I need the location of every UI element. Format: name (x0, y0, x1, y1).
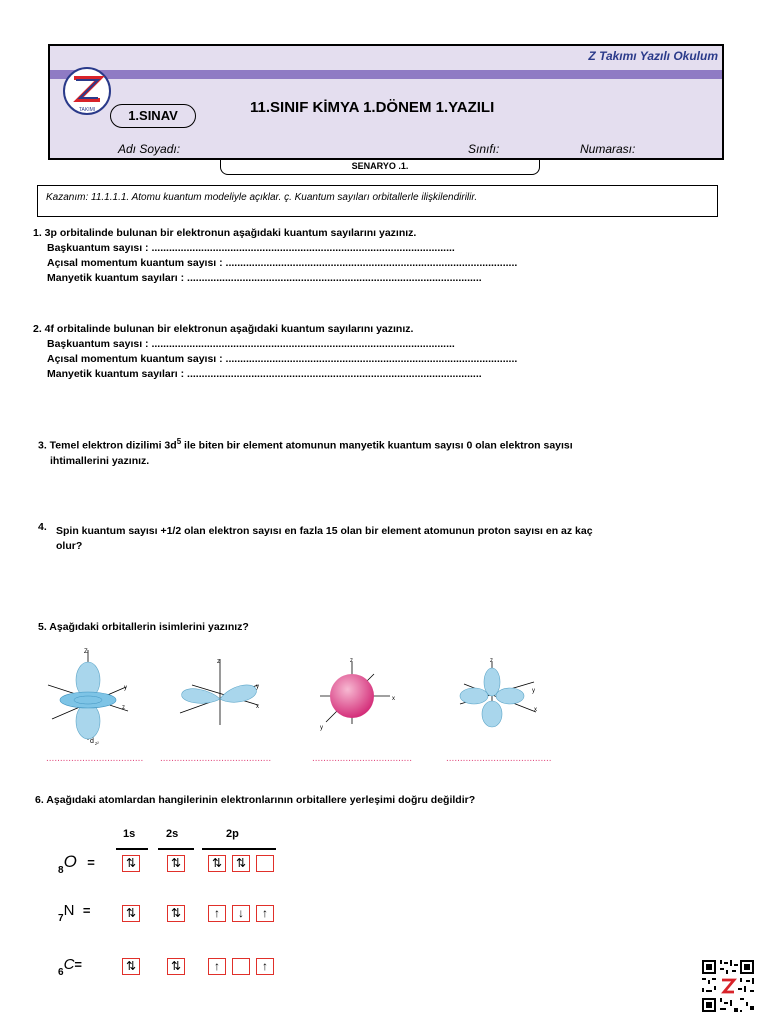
q4-line-1: Spin kuantum sayısı +1/2 olan elektron sayısı en fazla 15 olan bir element atomunun proton sayısı en az kaç (56, 525, 593, 537)
atom-symbol: O (63, 852, 77, 871)
q5-answer-1[interactable]: ................................... (46, 753, 144, 764)
axis-Z: Z (84, 649, 88, 655)
n-2s-box: ⇅ (167, 905, 185, 922)
c-2p-box-2 (232, 958, 250, 975)
q2-line-3: Manyetik kuantum sayıları : ..................................................................................................... (47, 368, 482, 380)
axis-z: z (122, 705, 125, 711)
axis-y: y (124, 685, 127, 691)
o-2p-box-1: ⇅ (208, 855, 226, 872)
line-1s (116, 848, 148, 850)
q5-answer-2[interactable]: ........................................ (160, 753, 272, 764)
n-1s-box: ⇅ (122, 905, 140, 922)
n-2p-box-2: ↓ (232, 905, 250, 922)
exam-title: 11.SINIF KİMYA 1.DÖNEM 1.YAZILI (250, 99, 495, 116)
class-label: Sınıfı: (468, 142, 500, 156)
axis-y: y (532, 688, 535, 694)
c-2s-box: ⇅ (167, 958, 185, 975)
line-2s (158, 848, 194, 850)
qr-code-icon (700, 958, 756, 1014)
question-4 (56, 524, 716, 554)
axis-z: z (490, 658, 493, 664)
q1-line-1: Başkuantum sayısı : ........................................................................................................ (47, 242, 455, 254)
q1-line-2: Açısal momentum kuantum sayısı : .................................................................................................... (47, 257, 518, 269)
number-label: Numarası: (580, 142, 636, 156)
atom-z: 8 (58, 865, 64, 876)
question-1-text: 1. 3p orbitalinde bulunan bir elektronun aşağıdaki kuantum sayılarını yazınız. (33, 227, 417, 239)
c-1s-box: ⇅ (122, 958, 140, 975)
axis-z: z (217, 659, 220, 665)
orbital-label: d (90, 738, 94, 745)
atom-equals: = (74, 957, 82, 972)
axis-x: x (256, 704, 259, 710)
o-2s-box: ⇅ (167, 855, 185, 872)
header-band (50, 70, 722, 79)
orbital-sub: z² (95, 741, 99, 746)
header-2p: 2p (226, 828, 239, 840)
q3-sup: 5 (176, 437, 182, 446)
axis-y: y (256, 684, 259, 690)
atom-equals: = (87, 855, 95, 870)
scenario-tab: SENARYO .1. (220, 159, 540, 175)
q3-suffix: ile biten bir element atomunun manyetik kuantum sayısı 0 olan elektron sayısı (181, 439, 573, 452)
atom-row-oxygen (58, 852, 95, 876)
logo-text: TAKIMI (78, 107, 96, 113)
question-2-text: 2. 4f orbitalinde bulunan bir elektronun aşağıdaki kuantum sayılarını yazınız. (33, 323, 414, 335)
d-orbital-diagram (448, 652, 548, 737)
axis-y: y (320, 725, 323, 731)
o-1s-box: ⇅ (122, 855, 140, 872)
q5-answer-4[interactable]: ...................................... (446, 753, 552, 764)
q3-line-2: ihtimallerini yazınız. (50, 454, 150, 467)
s-orbital-diagram (312, 652, 402, 737)
question-6-text: 6. Aşağıdaki atomlardan hangilerinin elektronlarının orbitallere yerleşimi doğru değildir? (35, 794, 476, 806)
school-name: Z Takımı Yazılı Okulum (588, 49, 718, 63)
p-orbital-diagram (172, 655, 272, 735)
n-2p-box-3: ↑ (256, 905, 274, 922)
question-3 (38, 434, 728, 469)
n-2p-box-1: ↑ (208, 905, 226, 922)
z-logo-icon (62, 66, 112, 116)
q4-number: 4. (38, 521, 47, 533)
q2-line-1: Başkuantum sayısı : ........................................................................................................ (47, 338, 455, 350)
question-1 (33, 226, 517, 286)
q4-line-2: olur? (56, 540, 83, 552)
header-1s: 1s (123, 828, 136, 840)
question-2 (33, 322, 517, 382)
atom-equals: = (82, 903, 91, 918)
q2-line-2: Açısal momentum kuantum sayısı : .................................................................................................... (47, 353, 518, 365)
header-2s: 2s (166, 828, 179, 840)
o-2p-box-2: ⇅ (232, 855, 250, 872)
c-2p-box-1: ↑ (208, 958, 226, 975)
exam-number: 1.SINAV (110, 104, 196, 128)
axis-z: z (350, 658, 353, 664)
question-5-text: 5. Aşağıdaki orbitallerin isimlerini yazınız? (38, 621, 249, 633)
axis-x: x (534, 707, 537, 713)
name-label: Adı Soyadı: (118, 142, 181, 156)
atom-row-nitrogen (58, 902, 91, 924)
c-2p-box-3: ↑ (256, 958, 274, 975)
q1-line-3: Manyetik kuantum sayıları : ..................................................................................................... (47, 272, 482, 284)
axis-x: x (392, 696, 395, 702)
line-2p (202, 848, 276, 850)
atom-row-carbon (58, 956, 82, 978)
learning-outcome: Kazanım: 11.1.1.1. Atomu kuantum modeliyle açıklar. ç. Kuantum sayıları orbitallerle ilişkilendirilir. (37, 185, 718, 217)
atom-z: 7 (58, 913, 64, 924)
atom-symbol: C (63, 956, 75, 973)
q3-prefix: 3. Temel elektron dizilimi 3d (38, 439, 177, 452)
q5-answer-3[interactable]: .................................... (312, 753, 413, 764)
atom-z: 6 (58, 967, 64, 978)
dz2-orbital-diagram (38, 645, 138, 750)
atom-symbol: N (63, 902, 75, 919)
o-2p-box-3 (256, 855, 274, 872)
